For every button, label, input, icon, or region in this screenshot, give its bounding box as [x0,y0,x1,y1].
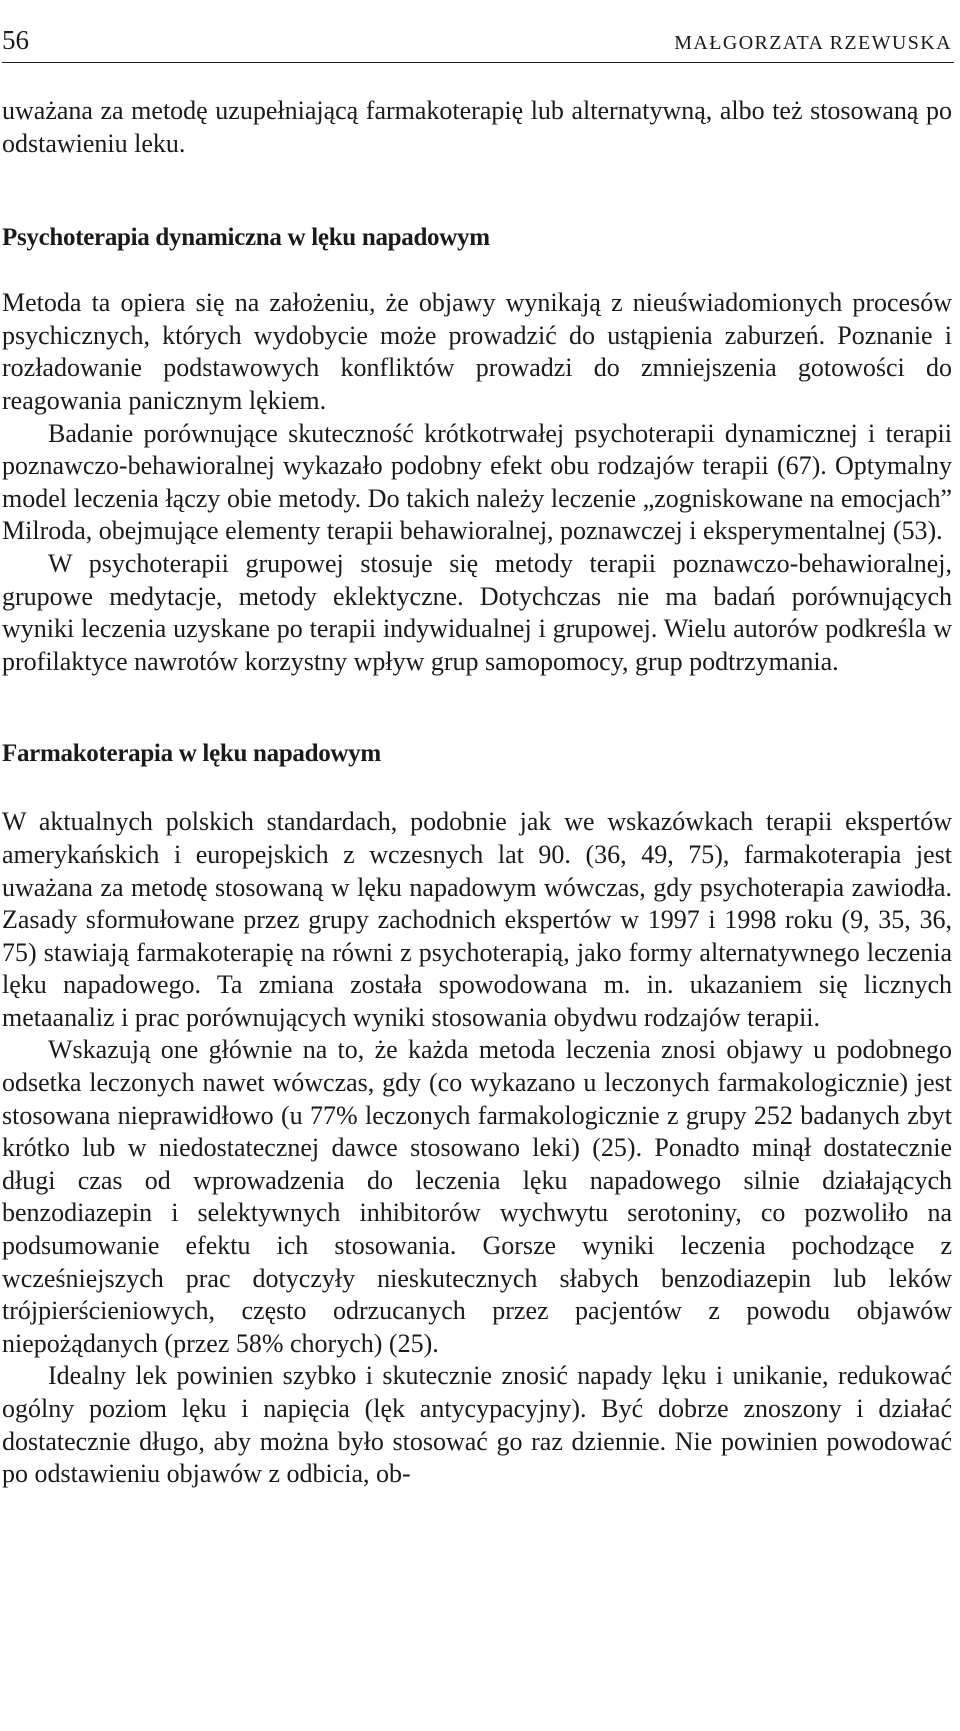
paragraph-standards: W aktualnych polskich standardach, podobnie jak we wskazówkach terapii ekspertów amerykańskich i europejskich z wczesnych lat 90. (36, 49, 75), farmakoterapia jest uważana za metodę stosowaną w lęku napadowym wówczas, gdy psychoterapia zawiodła. Zasady sformułowane przez grupy zachodnich ekspertów w 1997 i 1998 roku (9, 35, 36, 75) stawiają farmakoterapię na równi z psychoterapią, jako formy alternatywnego leczenia lęku napadowego. Ta zmiana została spowodowana m. in. ukazaniem się licznych metaanaliz i prac porównujących wyniki stosowania obydwu rodzajów terapii. [2,807,952,1032]
body-text [2,95,952,1491]
section-heading-pharmacotherapy: Farmakoterapia w lęku napadowym [2,740,381,768]
page-number: 56 [2,25,29,55]
running-header [2,22,954,63]
paragraph-group-therapy: W psychoterapii grupowej stosuje się metody terapii poznawczo-behawioralnej, grupowe medytacje, metody eklektyczne. Dotychczas nie ma badań porównujących wyniki leczenia uzyskane po terapii indywidualnej i grupowej. Wielu autorów podkreśla w profilaktyce nawrotów korzystny wpływ grup samopomocy, grup podtrzymania. [2,548,952,676]
running-head-author: MAŁGORZATA RZEWUSKA [674,32,952,54]
section-heading-psychotherapy: Psychoterapia dynamiczna w lęku napadowym [2,224,490,252]
paragraph-comparative-study: Badanie porównujące skuteczność krótkotrwałej psychoterapii dynamicznej i terapii poznawczo-behawioralnej wykazało podobny efekt obu rodzajów terapii (67). Optymalny model leczenia łączy obie metody. Do takich należy leczenie „zogniskowane na emocjach” Milroda, obejmujące elementy terapii behawioralnej, poznawczej i eksperymentalnej (53). [2,418,952,546]
paragraph-ideal-drug: Idealny lek powinien szybko i skutecznie znosić napady lęku i unikanie, redukować ogólny poziom lęku i napięcia (lęk antycypacyjny). Być dobrze znoszony i działać dostatecznie długo, aby można było stosować go raz dziennie. Nie powinien powodować po odstawieniu objawów z odbicia, ob- [2,1361,952,1489]
paragraph-evidence: Wskazują one głównie na to, że każda metoda leczenia znosi objawy u podobnego odsetka leczonych nawet wówczas, gdy (co wykazano u leczonych farmakologicznie) jest stosowana nieprawidłowo (u 77% leczonych farmakologicznie z grupy 252 badanych zbyt krótko lub w niedostatecznej dawce stosowano leki) (25). Ponadto minął dostatecznie długi czas od wprowadzenia do leczenia lęku napadowego silnie działających benzodiazepin i selektywnych inhibitorów wychwytu serotoniny, co pozwoliło na podsumowanie efektu ich stosowania. Gorsze wyniki leczenia pochodzące z wcześniejszych prac dotyczyły nieskutecznych słabych benzodiazepin lub leków trójpierścieniowych, często odrzucanych przez pacjentów z powodu objawów niepożądanych (przez 58% chorych) (25). [2,1035,952,1358]
paragraph-method-basis: Metoda ta opiera się na założeniu, że objawy wynikają z nieuświadomionych procesów psychicznych, których wydobycie może prowadzić do ustąpienia zaburzeń. Poznanie i rozładowanie podstawowych konfliktów prowadzi do zmniejszenia gotowości do reagowania panicznym lękiem. [2,288,952,415]
paragraph-continued: uważana za metodę uzupełniającą farmakoterapię lub alternatywną, albo też stosowaną po odstawieniu leku. [2,96,952,158]
